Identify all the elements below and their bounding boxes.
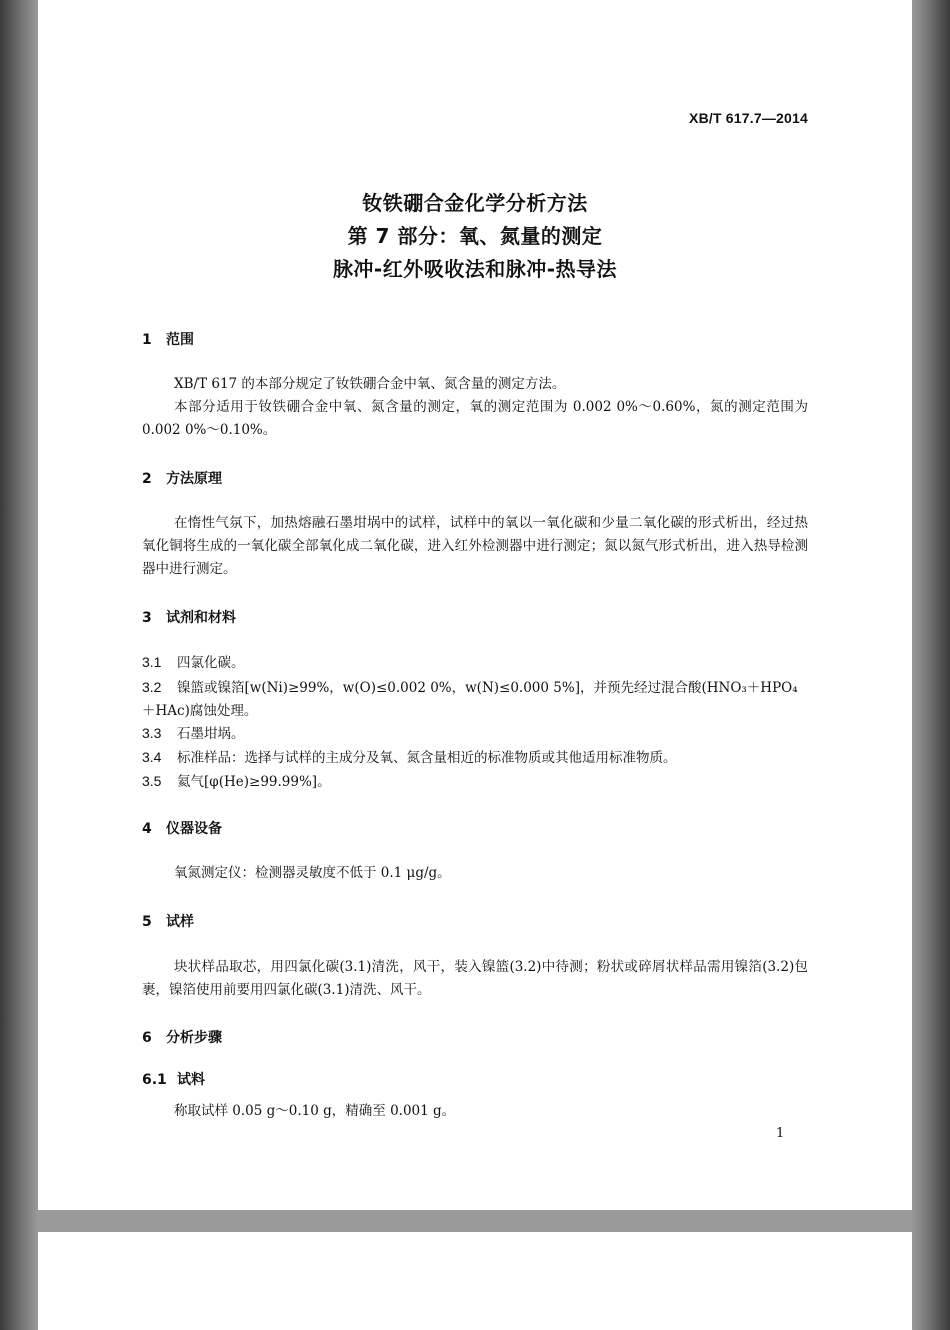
section-5-heading bbox=[142, 911, 194, 931]
subsection-6-1-body bbox=[142, 1100, 808, 1123]
title-line-1: 钕铁硼合金化学分析方法 bbox=[362, 191, 588, 215]
item-number: 3.4 bbox=[142, 749, 162, 765]
section-number: 1 bbox=[142, 332, 152, 348]
paragraph: 本部分适用于钕铁硼合金中氧、氮含量的测定，氧的测定范围为 0.002 0%～0.60%，氮的测定范围为 0.002 0%～0.10%。 bbox=[142, 399, 808, 438]
section-title: 方法原理 bbox=[166, 471, 222, 487]
paragraph: 在惰性气氛下，加热熔融石墨坩埚中的试样，试样中的氧以一氧化碳和少量二氧化碳的形式析出，经过热氧化铜将生成的一氧化碳全部氧化成二氧化碳，进入红外检测器中进行测定；氮以氮气形式析出，进入热导检测器中进行测定。 bbox=[142, 515, 808, 577]
section-title: 试样 bbox=[166, 914, 194, 930]
item-text: 四氯化碳。 bbox=[177, 655, 245, 671]
item-number: 3.5 bbox=[142, 773, 162, 789]
item-text: 镍篮或镍箔[w(Ni)≥99%，w(O)≤0.002 0%，w(N)≤0.000 5%]，并预先经过混合酸(HNO₃＋HPO₄＋HAc)腐蚀处理。 bbox=[142, 680, 798, 719]
paragraph: XB/T 617 的本部分规定了钕铁硼合金中氧、氮含量的测定方法。 bbox=[174, 376, 566, 392]
section-title: 范围 bbox=[166, 332, 194, 348]
item-number: 3.2 bbox=[142, 679, 162, 695]
section-1-heading bbox=[142, 329, 194, 349]
section-title: 分析步骤 bbox=[166, 1030, 222, 1046]
section-number: 6 bbox=[142, 1030, 152, 1046]
subsection-6-1-heading bbox=[142, 1069, 205, 1089]
section-title: 试剂和材料 bbox=[166, 610, 236, 626]
list-item-3-4 bbox=[142, 746, 808, 770]
section-5-body bbox=[142, 956, 808, 1002]
list-item-3-1 bbox=[142, 651, 808, 675]
list-item-3-2 bbox=[142, 676, 808, 723]
section-2-heading bbox=[142, 468, 222, 488]
paragraph: 称取试样 0.05 g～0.10 g，精确至 0.001 g。 bbox=[174, 1103, 456, 1119]
paragraph: 氧氮测定仪：检测器灵敏度不低于 0.1 μg/g。 bbox=[174, 865, 451, 881]
item-text: 氦气[φ(He)≥99.99%]。 bbox=[177, 774, 331, 790]
standard-code-header: XB/T 617.7—2014 bbox=[689, 110, 808, 126]
section-1-body bbox=[142, 373, 808, 442]
document-page-1 bbox=[38, 0, 912, 1210]
subsection-number: 6.1 bbox=[142, 1072, 167, 1088]
section-number: 4 bbox=[142, 821, 152, 837]
document-page-2 bbox=[38, 1232, 912, 1330]
section-2-body bbox=[142, 512, 808, 581]
section-4-heading bbox=[142, 818, 222, 838]
item-text: 标准样品：选择与试样的主成分及氧、氮含量相近的标准物质或其他适用标准物质。 bbox=[177, 750, 677, 766]
section-3-heading bbox=[142, 607, 236, 627]
section-title: 仪器设备 bbox=[166, 821, 222, 837]
list-item-3-3 bbox=[142, 722, 808, 746]
section-number: 5 bbox=[142, 914, 152, 930]
title-line-3: 脉冲-红外吸收法和脉冲-热导法 bbox=[332, 257, 618, 281]
section-number: 2 bbox=[142, 471, 152, 487]
title-line-2: 第 7 部分：氧、氮量的测定 bbox=[347, 224, 603, 248]
section-number: 3 bbox=[142, 610, 152, 626]
section-4-body bbox=[142, 862, 808, 885]
item-text: 石墨坩埚。 bbox=[177, 726, 245, 742]
list-item-3-5 bbox=[142, 770, 808, 794]
paragraph: 块状样品取芯，用四氯化碳(3.1)清洗，风干，装入镍篮(3.2)中待测；粉状或碎屑状样品需用镍箔(3.2)包裹，镍箔使用前要用四氯化碳(3.1)清洗、风干。 bbox=[142, 959, 808, 998]
page-number: 1 bbox=[776, 1126, 785, 1141]
item-number: 3.3 bbox=[142, 725, 162, 741]
subsection-title: 试料 bbox=[177, 1072, 205, 1088]
section-6-heading bbox=[142, 1027, 222, 1047]
item-number: 3.1 bbox=[142, 654, 162, 670]
